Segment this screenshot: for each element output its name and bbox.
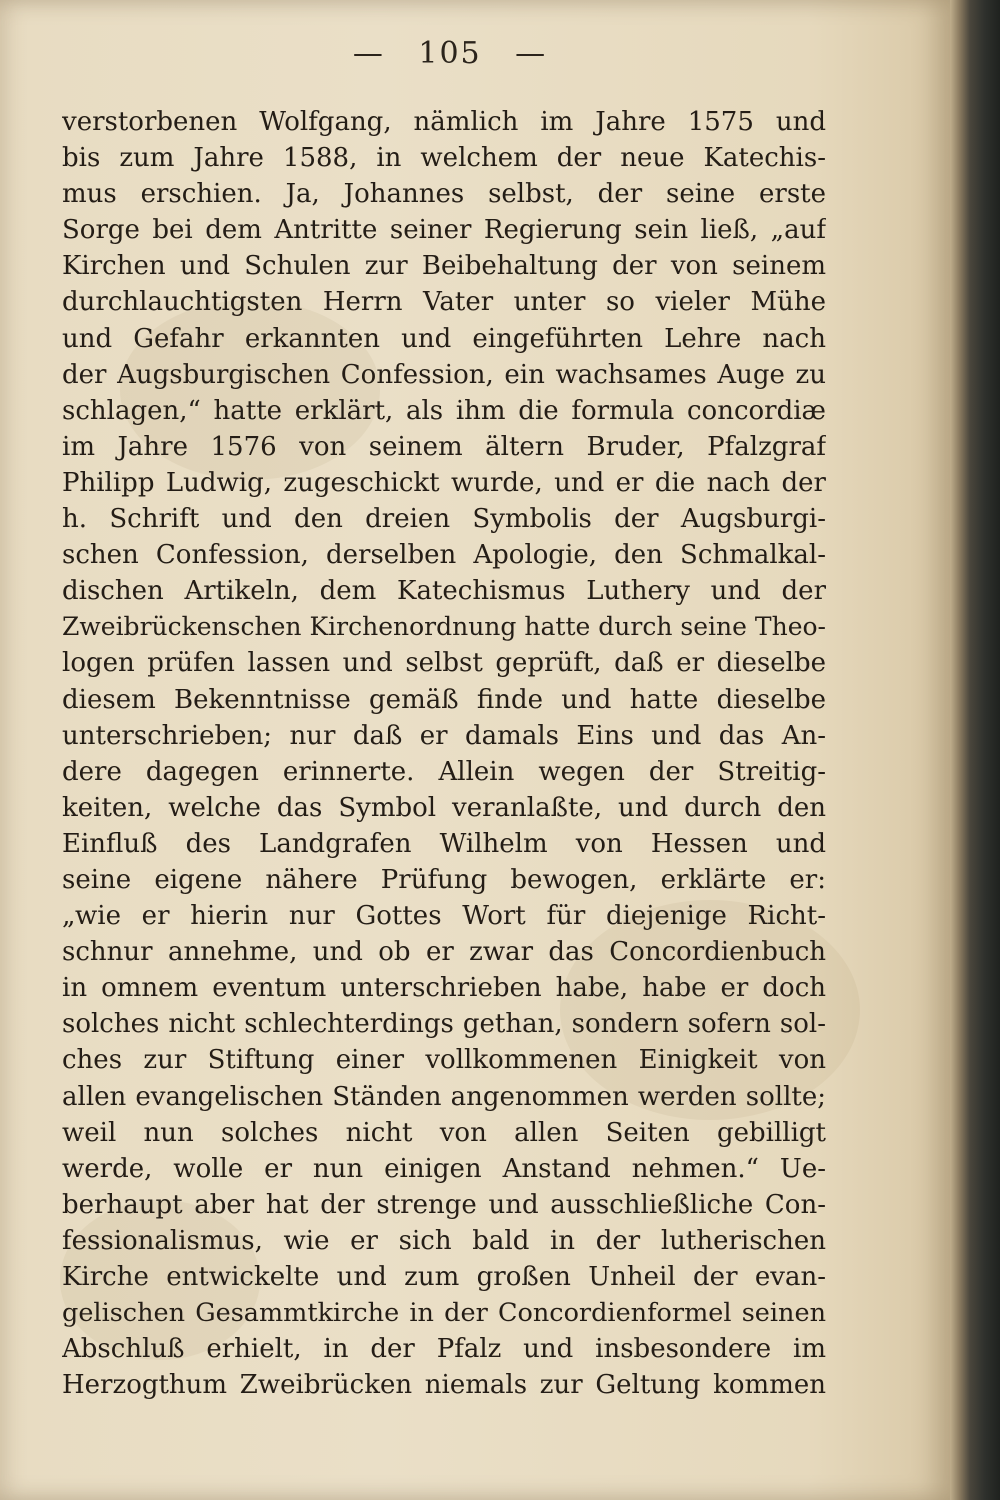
text-line-24: schnur annehme, und ob er zwar das Concordienbuch	[62, 937, 826, 968]
text-line-14: dischen Artikeln, dem Katechismus Luthery und der	[62, 576, 826, 607]
text-line-7: und Gefahr erkannten und eingeführten Lehre nach	[62, 323, 826, 354]
text-line-19: dere dagegen erinnerte. Allein wegen der Streitig-	[62, 756, 826, 787]
text-line-16: logen prüfen lassen und selbst geprüft, daß er dieselbe	[62, 648, 826, 679]
text-line-11: Philipp Ludwig, zugeschickt wurde, und er die nach der	[62, 467, 826, 498]
text-line-2: bis zum Jahre 1588, in welchem der neue Katechis-	[62, 143, 826, 174]
text-line-21: Einfluß des Landgrafen Wilhelm von Hessen und	[62, 828, 826, 859]
text-line-26: solches nicht schlechterdings gethan, sondern sofern sol-	[62, 1009, 826, 1040]
page-number: 105	[418, 36, 482, 71]
text-line-30: werde, wolle er nun einigen Anstand nehmen.“ Ue-	[62, 1153, 826, 1184]
text-line-17: diesem Bekenntnisse gemäß finde und hatte dieselbe	[62, 684, 826, 715]
text-line-8: der Augsburgischen Confession, ein wachsames Auge zu	[62, 359, 826, 390]
text-line-15: Zweibrückenschen Kirchenordnung hatte durch seine Theo-	[62, 612, 826, 642]
text-line-29: weil nun solches nicht von allen Seiten gebilligt	[62, 1117, 826, 1148]
text-line-4: Sorge bei dem Antritte seiner Regierung sein ließ, „auf	[62, 215, 826, 246]
text-line-3: mus erschien. Ja, Johannes selbst, der seine erste	[62, 179, 826, 210]
text-line-25: in omnem eventum unterschrieben habe, habe er doch	[62, 973, 826, 1004]
text-line-34: gelischen Gesammtkirche in der Concordienformel seinen	[62, 1298, 826, 1329]
page-number-dash-right: —	[515, 36, 548, 71]
text-line-9: schlagen,“ hatte erklärt, als ihm die formula concordiæ	[62, 395, 826, 426]
text-line-31: berhaupt aber hat der strenge und ausschließliche Con-	[62, 1189, 826, 1220]
text-line-35: Abschluß erhielt, in der Pfalz und insbesondere im	[62, 1334, 826, 1365]
text-line-10: im Jahre 1576 von seinem ältern Bruder, Pfalzgraf	[62, 431, 826, 462]
text-line-6: durchlauchtigsten Herrn Vater unter so vieler Mühe	[62, 287, 826, 318]
body-text	[62, 104, 826, 1403]
text-line-12: h. Schrift und den dreien Symbolis der Augsburgi-	[62, 504, 826, 535]
text-line-22: seine eigene nähere Prüfung bewogen, erklärte er:	[62, 864, 826, 895]
text-line-5: Kirchen und Schulen zur Beibehaltung der von seinem	[62, 251, 826, 282]
page-number-header	[0, 36, 900, 71]
text-line-18: unterschrieben; nur daß er damals Eins und das An-	[62, 720, 826, 751]
text-line-13: schen Confession, derselben Apologie, den Schmalkal-	[62, 540, 826, 571]
text-line-32: fessionalismus, wie er sich bald in der lutherischen	[62, 1225, 826, 1256]
text-line-28: allen evangelischen Ständen angenommen werden sollte;	[62, 1081, 826, 1112]
text-line-1: verstorbenen Wolfgang, nämlich im Jahre 1575 und	[62, 107, 826, 137]
page-number-dash-left: —	[352, 36, 385, 71]
text-line-23: „wie er hierin nur Gottes Wort für diejenige Richt-	[62, 901, 826, 932]
text-line-20: keiten, welche das Symbol veranlaßte, und durch den	[62, 792, 826, 823]
text-line-36: Herzogthum Zweibrücken niemals zur Geltung kommen	[62, 1370, 826, 1401]
text-line-27: ches zur Stiftung einer vollkommenen Einigkeit von	[62, 1045, 826, 1076]
book-binding-edge	[950, 0, 1000, 1500]
text-line-33: Kirche entwickelte und zum großen Unheil der evan-	[62, 1262, 826, 1292]
